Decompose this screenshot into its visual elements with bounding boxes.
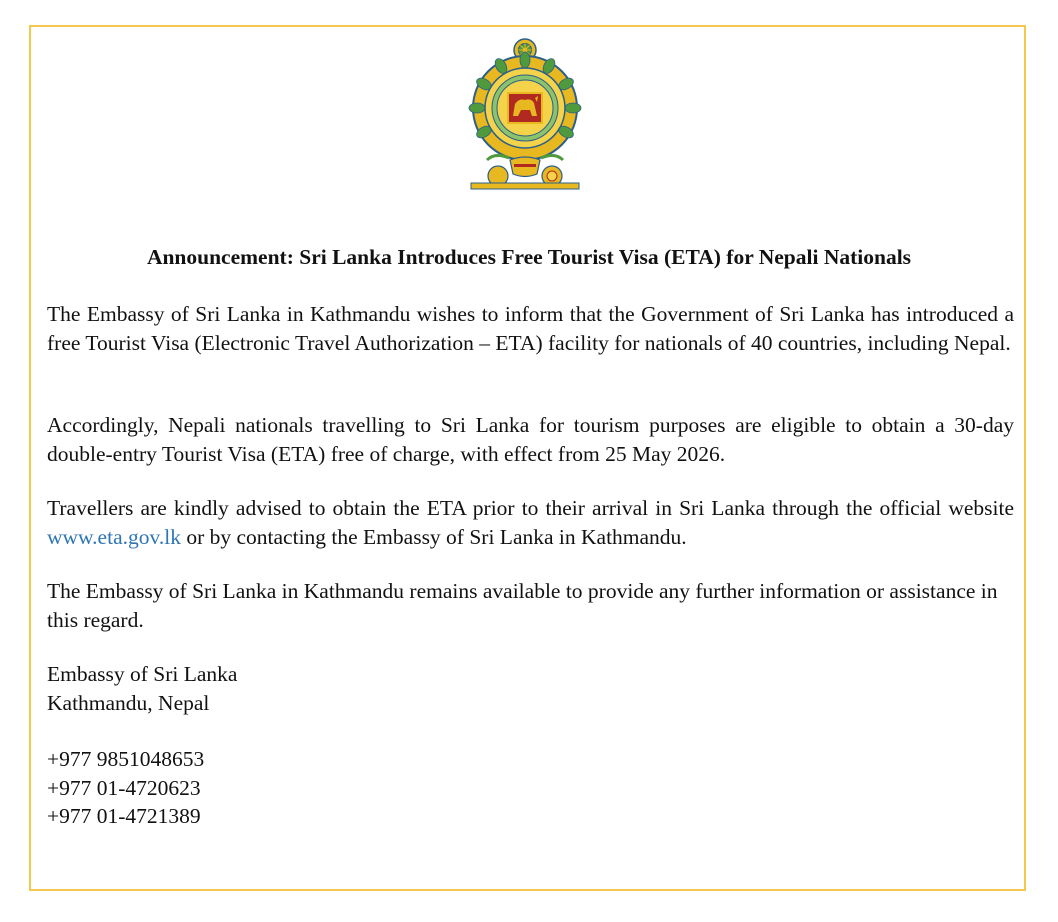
- eta-website-link[interactable]: www.eta.gov.lk: [47, 524, 181, 549]
- paragraph-visa-introduction: The Embassy of Sri Lanka in Kathmandu wishes to inform that the Government of Sri Lanka has introduced a free Tourist Visa (Electronic Travel Authorization – ETA) facility for nationals of 40 countries, including Nepal.: [47, 302, 1014, 355]
- signature-location: Kathmandu, Nepal: [47, 690, 210, 715]
- signature-embassy-name: Embassy of Sri Lanka: [47, 662, 238, 686]
- phone-number: +977 9851048653: [47, 747, 205, 771]
- signature-block: [47, 660, 1014, 717]
- phone-number: +977 01-4721389: [47, 804, 201, 828]
- paragraph-eta-advice: [47, 494, 1014, 551]
- paragraph-further-assistance: The Embassy of Sri Lanka in Kathmandu remains available to provide any further information or assistance in this regard.: [47, 579, 998, 632]
- phone-contacts: [47, 745, 1014, 831]
- eta-advice-text-continued: or by contacting the Embassy of Sri Lanka in Kathmandu.: [180, 524, 687, 549]
- phone-number: +977 01-4720623: [47, 775, 201, 800]
- announcement-title: Announcement: Sri Lanka Introduces Free Tourist Visa (ETA) for Nepali Nationals: [146, 245, 912, 269]
- eta-advice-text: Travellers are kindly advised to obtain the ETA prior to their arrival in Sri Lanka through the official website: [47, 496, 1014, 520]
- sri-lanka-emblem-icon: [465, 36, 585, 192]
- paragraph-eligibility: Accordingly, Nepali nationals travelling to Sri Lanka for tourism purposes are eligible to obtain a 30-day double-entry Tourist Visa (ETA) free of charge, with effect from 25 May 2026.: [47, 413, 1014, 466]
